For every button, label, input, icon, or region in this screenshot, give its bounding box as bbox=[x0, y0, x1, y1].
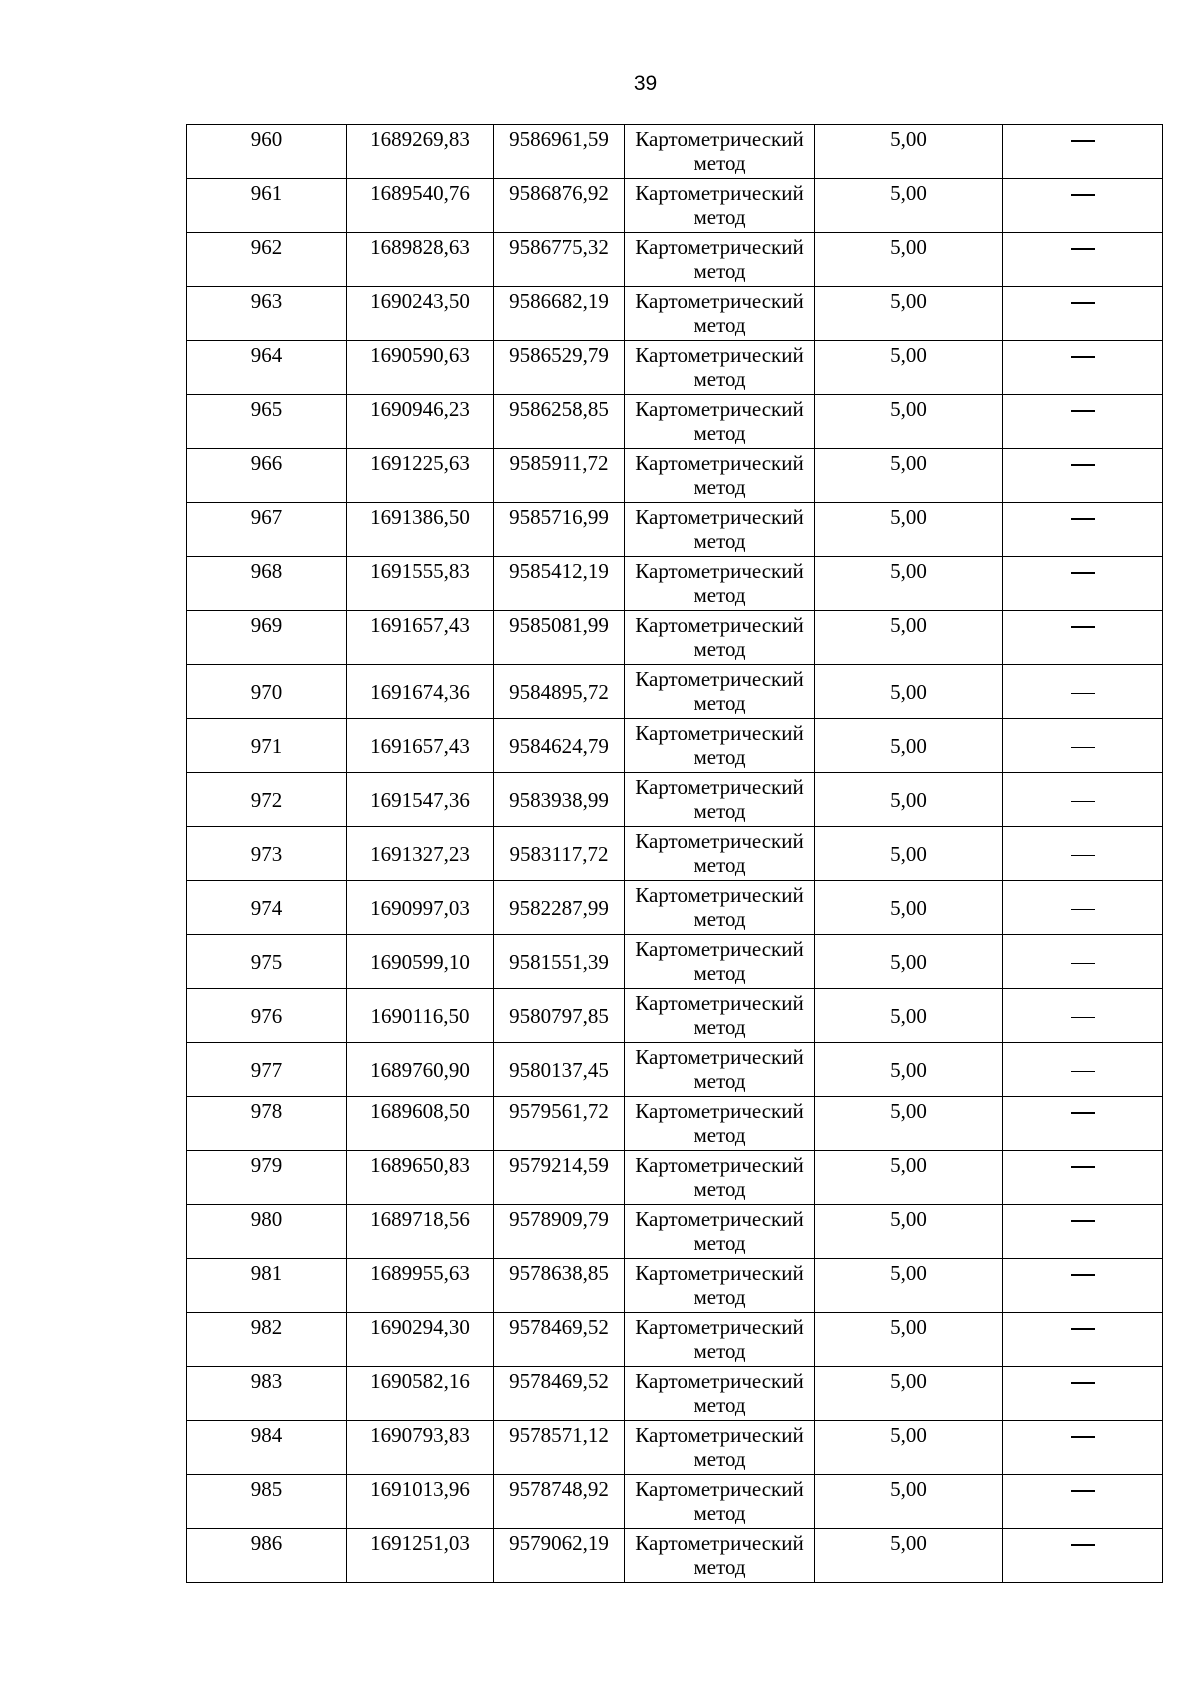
em-dash bbox=[1071, 801, 1095, 803]
accuracy-cell: 5,00 bbox=[815, 1475, 1003, 1529]
description-cell bbox=[1003, 1043, 1163, 1097]
x-coordinate-cell: 1691657,43 bbox=[347, 611, 494, 665]
y-coordinate-cell: 9578909,79 bbox=[494, 1205, 625, 1259]
method-cell: Картометрический метод bbox=[625, 179, 815, 233]
method-cell: Картометрический метод bbox=[625, 665, 815, 719]
method-cell: Картометрический метод bbox=[625, 557, 815, 611]
table-row bbox=[187, 1421, 1163, 1475]
method-cell: Картометрический метод bbox=[625, 935, 815, 989]
table-row bbox=[187, 1097, 1163, 1151]
y-coordinate-cell: 9584895,72 bbox=[494, 665, 625, 719]
point-number-cell: 961 bbox=[187, 179, 347, 233]
accuracy-cell: 5,00 bbox=[815, 935, 1003, 989]
y-coordinate-cell: 9578638,85 bbox=[494, 1259, 625, 1313]
x-coordinate-cell: 1690946,23 bbox=[347, 395, 494, 449]
x-coordinate-cell: 1689955,63 bbox=[347, 1259, 494, 1313]
description-cell bbox=[1003, 503, 1163, 557]
point-number-cell: 975 bbox=[187, 935, 347, 989]
point-number-cell: 972 bbox=[187, 773, 347, 827]
em-dash bbox=[1071, 194, 1095, 196]
em-dash bbox=[1071, 572, 1095, 574]
method-cell: Картометрический метод bbox=[625, 287, 815, 341]
x-coordinate-cell: 1691674,36 bbox=[347, 665, 494, 719]
y-coordinate-cell: 9578571,12 bbox=[494, 1421, 625, 1475]
table-row bbox=[187, 1151, 1163, 1205]
point-number-cell: 971 bbox=[187, 719, 347, 773]
accuracy-cell: 5,00 bbox=[815, 1043, 1003, 1097]
accuracy-cell: 5,00 bbox=[815, 989, 1003, 1043]
accuracy-cell: 5,00 bbox=[815, 665, 1003, 719]
em-dash bbox=[1071, 1490, 1095, 1492]
method-cell: Картометрический метод bbox=[625, 1205, 815, 1259]
x-coordinate-cell: 1691327,23 bbox=[347, 827, 494, 881]
x-coordinate-cell: 1690243,50 bbox=[347, 287, 494, 341]
em-dash bbox=[1071, 410, 1095, 412]
accuracy-cell: 5,00 bbox=[815, 773, 1003, 827]
y-coordinate-cell: 9585412,19 bbox=[494, 557, 625, 611]
em-dash bbox=[1071, 626, 1095, 628]
table-row bbox=[187, 287, 1163, 341]
method-cell: Картометрический метод bbox=[625, 881, 815, 935]
x-coordinate-cell: 1691013,96 bbox=[347, 1475, 494, 1529]
method-cell: Картометрический метод bbox=[625, 827, 815, 881]
method-cell: Картометрический метод bbox=[625, 773, 815, 827]
description-cell bbox=[1003, 125, 1163, 179]
x-coordinate-cell: 1691547,36 bbox=[347, 773, 494, 827]
x-coordinate-cell: 1689760,90 bbox=[347, 1043, 494, 1097]
accuracy-cell: 5,00 bbox=[815, 611, 1003, 665]
page-number: 39 bbox=[633, 72, 658, 95]
method-cell: Картометрический метод bbox=[625, 611, 815, 665]
y-coordinate-cell: 9586682,19 bbox=[494, 287, 625, 341]
x-coordinate-cell: 1690599,10 bbox=[347, 935, 494, 989]
table-body bbox=[187, 125, 1163, 1583]
description-cell bbox=[1003, 557, 1163, 611]
em-dash bbox=[1071, 518, 1095, 520]
em-dash bbox=[1071, 1220, 1095, 1222]
table-row bbox=[187, 557, 1163, 611]
x-coordinate-cell: 1690294,30 bbox=[347, 1313, 494, 1367]
x-coordinate-cell: 1689269,83 bbox=[347, 125, 494, 179]
point-number-cell: 985 bbox=[187, 1475, 347, 1529]
table-row bbox=[187, 665, 1163, 719]
point-number-cell: 964 bbox=[187, 341, 347, 395]
method-cell: Картометрический метод bbox=[625, 503, 815, 557]
y-coordinate-cell: 9586529,79 bbox=[494, 341, 625, 395]
description-cell bbox=[1003, 233, 1163, 287]
em-dash bbox=[1071, 248, 1095, 250]
description-cell bbox=[1003, 395, 1163, 449]
description-cell bbox=[1003, 1367, 1163, 1421]
table-row bbox=[187, 881, 1163, 935]
y-coordinate-cell: 9581551,39 bbox=[494, 935, 625, 989]
method-cell: Картометрический метод bbox=[625, 1475, 815, 1529]
x-coordinate-cell: 1690997,03 bbox=[347, 881, 494, 935]
description-cell bbox=[1003, 935, 1163, 989]
method-cell: Картометрический метод bbox=[625, 989, 815, 1043]
y-coordinate-cell: 9583938,99 bbox=[494, 773, 625, 827]
y-coordinate-cell: 9579214,59 bbox=[494, 1151, 625, 1205]
description-cell bbox=[1003, 287, 1163, 341]
point-number-cell: 982 bbox=[187, 1313, 347, 1367]
y-coordinate-cell: 9582287,99 bbox=[494, 881, 625, 935]
method-cell: Картометрический метод bbox=[625, 449, 815, 503]
method-cell: Картометрический метод bbox=[625, 1097, 815, 1151]
table-row bbox=[187, 611, 1163, 665]
table-row bbox=[187, 449, 1163, 503]
description-cell bbox=[1003, 1529, 1163, 1583]
accuracy-cell: 5,00 bbox=[815, 881, 1003, 935]
point-number-cell: 974 bbox=[187, 881, 347, 935]
accuracy-cell: 5,00 bbox=[815, 827, 1003, 881]
method-cell: Картометрический метод bbox=[625, 1043, 815, 1097]
accuracy-cell: 5,00 bbox=[815, 233, 1003, 287]
description-cell bbox=[1003, 719, 1163, 773]
y-coordinate-cell: 9586258,85 bbox=[494, 395, 625, 449]
description-cell bbox=[1003, 611, 1163, 665]
description-cell bbox=[1003, 1259, 1163, 1313]
table-row bbox=[187, 341, 1163, 395]
accuracy-cell: 5,00 bbox=[815, 503, 1003, 557]
accuracy-cell: 5,00 bbox=[815, 341, 1003, 395]
y-coordinate-cell: 9586775,32 bbox=[494, 233, 625, 287]
em-dash bbox=[1071, 1112, 1095, 1114]
em-dash bbox=[1071, 1017, 1095, 1019]
description-cell bbox=[1003, 665, 1163, 719]
accuracy-cell: 5,00 bbox=[815, 1259, 1003, 1313]
x-coordinate-cell: 1689540,76 bbox=[347, 179, 494, 233]
accuracy-cell: 5,00 bbox=[815, 395, 1003, 449]
table-row bbox=[187, 503, 1163, 557]
y-coordinate-cell: 9580797,85 bbox=[494, 989, 625, 1043]
method-cell: Картометрический метод bbox=[625, 1529, 815, 1583]
y-coordinate-cell: 9585081,99 bbox=[494, 611, 625, 665]
table-row bbox=[187, 1205, 1163, 1259]
em-dash bbox=[1071, 693, 1095, 695]
x-coordinate-cell: 1691386,50 bbox=[347, 503, 494, 557]
x-coordinate-cell: 1691225,63 bbox=[347, 449, 494, 503]
point-number-cell: 979 bbox=[187, 1151, 347, 1205]
x-coordinate-cell: 1689718,56 bbox=[347, 1205, 494, 1259]
table-row bbox=[187, 1475, 1163, 1529]
method-cell: Картометрический метод bbox=[625, 233, 815, 287]
x-coordinate-cell: 1690582,16 bbox=[347, 1367, 494, 1421]
point-number-cell: 986 bbox=[187, 1529, 347, 1583]
em-dash bbox=[1071, 1071, 1095, 1073]
method-cell: Картометрический метод bbox=[625, 1313, 815, 1367]
point-number-cell: 983 bbox=[187, 1367, 347, 1421]
accuracy-cell: 5,00 bbox=[815, 1097, 1003, 1151]
point-number-cell: 978 bbox=[187, 1097, 347, 1151]
x-coordinate-cell: 1690116,50 bbox=[347, 989, 494, 1043]
em-dash bbox=[1071, 1166, 1095, 1168]
y-coordinate-cell: 9579062,19 bbox=[494, 1529, 625, 1583]
accuracy-cell: 5,00 bbox=[815, 449, 1003, 503]
table-row bbox=[187, 1313, 1163, 1367]
description-cell bbox=[1003, 179, 1163, 233]
table-row bbox=[187, 935, 1163, 989]
em-dash bbox=[1071, 909, 1095, 911]
em-dash bbox=[1071, 963, 1095, 965]
table-row bbox=[187, 1529, 1163, 1583]
em-dash bbox=[1071, 855, 1095, 857]
method-cell: Картометрический метод bbox=[625, 1151, 815, 1205]
description-cell bbox=[1003, 1151, 1163, 1205]
y-coordinate-cell: 9578469,52 bbox=[494, 1367, 625, 1421]
description-cell bbox=[1003, 827, 1163, 881]
table-row bbox=[187, 989, 1163, 1043]
point-number-cell: 963 bbox=[187, 287, 347, 341]
em-dash bbox=[1071, 1382, 1095, 1384]
em-dash bbox=[1071, 1436, 1095, 1438]
x-coordinate-cell: 1690590,63 bbox=[347, 341, 494, 395]
x-coordinate-cell: 1690793,83 bbox=[347, 1421, 494, 1475]
method-cell: Картометрический метод bbox=[625, 125, 815, 179]
accuracy-cell: 5,00 bbox=[815, 287, 1003, 341]
x-coordinate-cell: 1691251,03 bbox=[347, 1529, 494, 1583]
accuracy-cell: 5,00 bbox=[815, 1151, 1003, 1205]
y-coordinate-cell: 9586961,59 bbox=[494, 125, 625, 179]
description-cell bbox=[1003, 449, 1163, 503]
em-dash bbox=[1071, 302, 1095, 304]
em-dash bbox=[1071, 747, 1095, 749]
table-row bbox=[187, 395, 1163, 449]
point-number-cell: 981 bbox=[187, 1259, 347, 1313]
y-coordinate-cell: 9578748,92 bbox=[494, 1475, 625, 1529]
coordinates-table bbox=[186, 124, 1163, 1583]
y-coordinate-cell: 9585716,99 bbox=[494, 503, 625, 557]
accuracy-cell: 5,00 bbox=[815, 557, 1003, 611]
accuracy-cell: 5,00 bbox=[815, 1313, 1003, 1367]
x-coordinate-cell: 1691555,83 bbox=[347, 557, 494, 611]
description-cell bbox=[1003, 1097, 1163, 1151]
method-cell: Картометрический метод bbox=[625, 1259, 815, 1313]
table-row bbox=[187, 179, 1163, 233]
accuracy-cell: 5,00 bbox=[815, 1421, 1003, 1475]
point-number-cell: 980 bbox=[187, 1205, 347, 1259]
description-cell bbox=[1003, 773, 1163, 827]
x-coordinate-cell: 1689608,50 bbox=[347, 1097, 494, 1151]
em-dash bbox=[1071, 464, 1095, 466]
table-row bbox=[187, 233, 1163, 287]
em-dash bbox=[1071, 1544, 1095, 1546]
point-number-cell: 967 bbox=[187, 503, 347, 557]
description-cell bbox=[1003, 1313, 1163, 1367]
accuracy-cell: 5,00 bbox=[815, 179, 1003, 233]
point-number-cell: 984 bbox=[187, 1421, 347, 1475]
point-number-cell: 973 bbox=[187, 827, 347, 881]
y-coordinate-cell: 9579561,72 bbox=[494, 1097, 625, 1151]
description-cell bbox=[1003, 1421, 1163, 1475]
x-coordinate-cell: 1689828,63 bbox=[347, 233, 494, 287]
method-cell: Картометрический метод bbox=[625, 395, 815, 449]
table-row bbox=[187, 125, 1163, 179]
point-number-cell: 976 bbox=[187, 989, 347, 1043]
description-cell bbox=[1003, 1475, 1163, 1529]
point-number-cell: 960 bbox=[187, 125, 347, 179]
point-number-cell: 970 bbox=[187, 665, 347, 719]
method-cell: Картометрический метод bbox=[625, 719, 815, 773]
em-dash bbox=[1071, 1274, 1095, 1276]
point-number-cell: 977 bbox=[187, 1043, 347, 1097]
table-row bbox=[187, 827, 1163, 881]
y-coordinate-cell: 9584624,79 bbox=[494, 719, 625, 773]
method-cell: Картометрический метод bbox=[625, 1421, 815, 1475]
em-dash bbox=[1071, 1328, 1095, 1330]
method-cell: Картометрический метод bbox=[625, 341, 815, 395]
point-number-cell: 966 bbox=[187, 449, 347, 503]
method-cell: Картометрический метод bbox=[625, 1367, 815, 1421]
accuracy-cell: 5,00 bbox=[815, 1367, 1003, 1421]
x-coordinate-cell: 1691657,43 bbox=[347, 719, 494, 773]
table-row bbox=[187, 1043, 1163, 1097]
accuracy-cell: 5,00 bbox=[815, 125, 1003, 179]
x-coordinate-cell: 1689650,83 bbox=[347, 1151, 494, 1205]
y-coordinate-cell: 9580137,45 bbox=[494, 1043, 625, 1097]
table-row bbox=[187, 773, 1163, 827]
y-coordinate-cell: 9585911,72 bbox=[494, 449, 625, 503]
point-number-cell: 965 bbox=[187, 395, 347, 449]
description-cell bbox=[1003, 341, 1163, 395]
y-coordinate-cell: 9578469,52 bbox=[494, 1313, 625, 1367]
point-number-cell: 968 bbox=[187, 557, 347, 611]
table-row bbox=[187, 1259, 1163, 1313]
accuracy-cell: 5,00 bbox=[815, 1529, 1003, 1583]
point-number-cell: 962 bbox=[187, 233, 347, 287]
accuracy-cell: 5,00 bbox=[815, 1205, 1003, 1259]
y-coordinate-cell: 9586876,92 bbox=[494, 179, 625, 233]
em-dash bbox=[1071, 356, 1095, 358]
accuracy-cell: 5,00 bbox=[815, 719, 1003, 773]
description-cell bbox=[1003, 989, 1163, 1043]
point-number-cell: 969 bbox=[187, 611, 347, 665]
description-cell bbox=[1003, 881, 1163, 935]
em-dash bbox=[1071, 140, 1095, 142]
description-cell bbox=[1003, 1205, 1163, 1259]
table-row bbox=[187, 1367, 1163, 1421]
table-row bbox=[187, 719, 1163, 773]
y-coordinate-cell: 9583117,72 bbox=[494, 827, 625, 881]
